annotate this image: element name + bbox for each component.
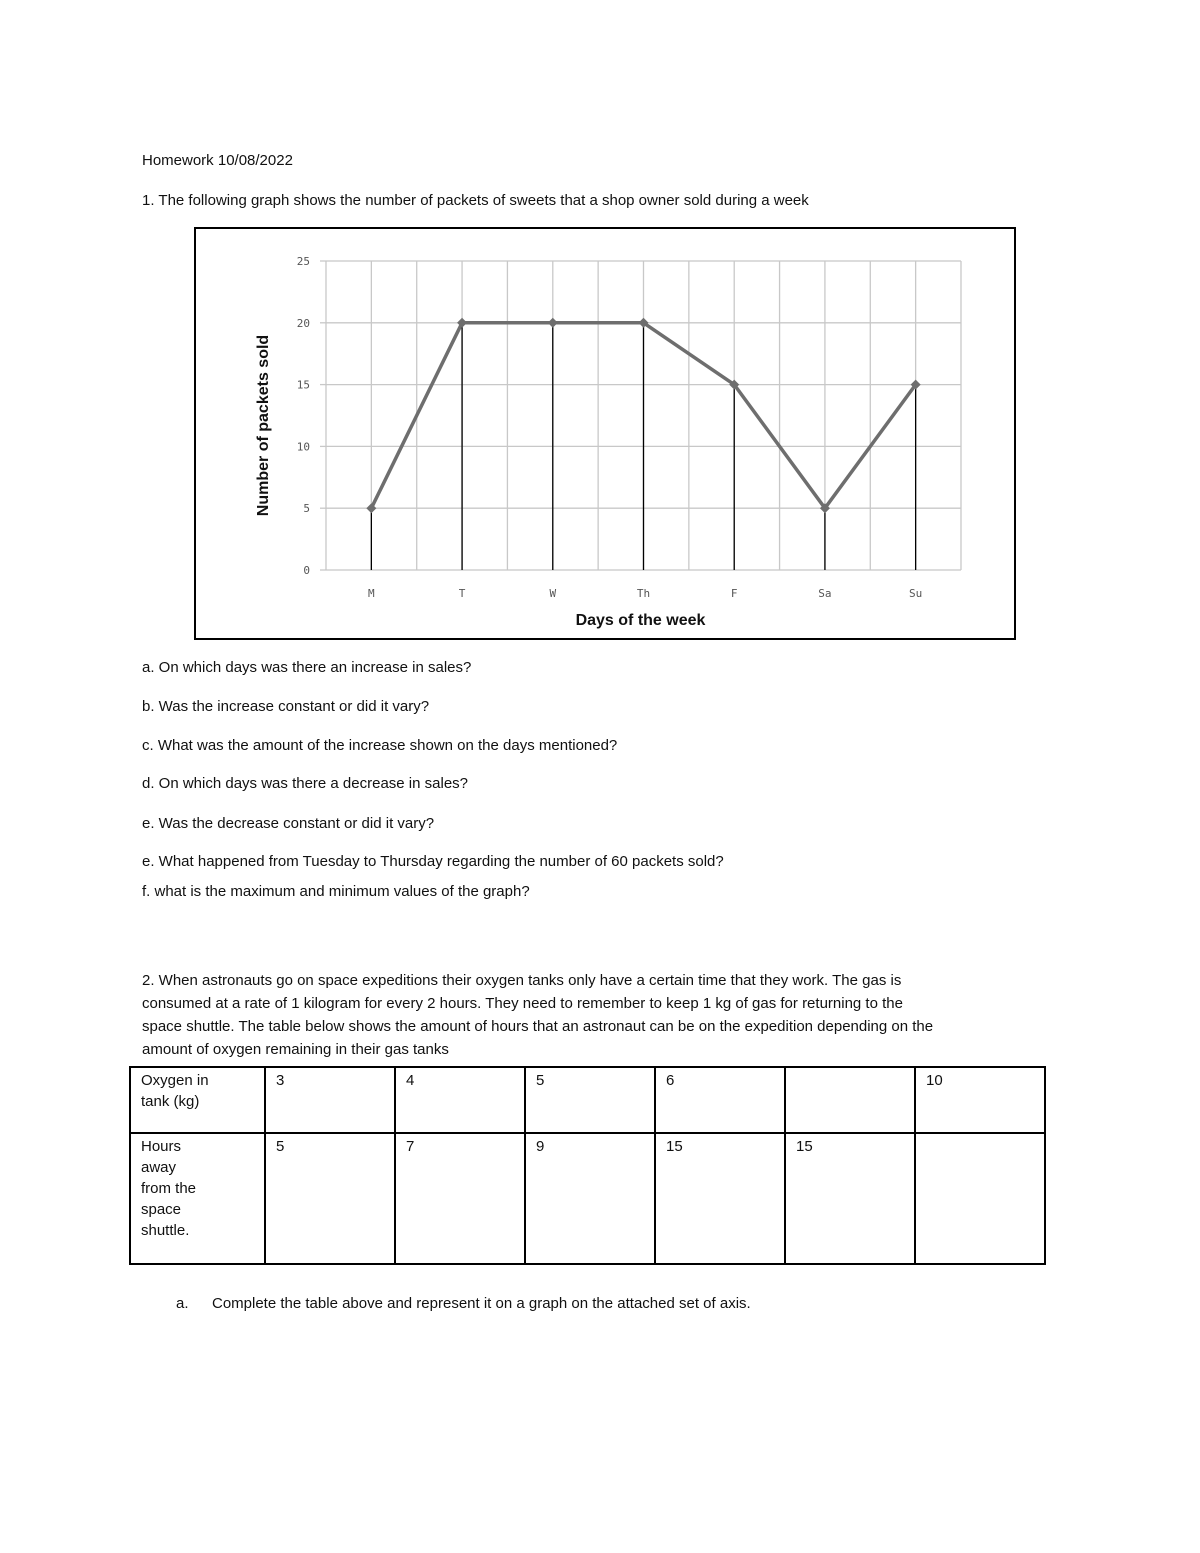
table-cell: 10 [915, 1067, 1045, 1133]
line-chart [194, 227, 1016, 640]
question-2a-number: a. [176, 1295, 189, 1312]
data-point-marker [548, 318, 558, 328]
y-tick-label: 25 [296, 255, 310, 268]
chart-svg [196, 229, 1014, 638]
table-cell: 15 [655, 1133, 785, 1264]
table-cell [915, 1133, 1045, 1264]
table-row-oxygen [130, 1067, 1045, 1133]
row-label-hours: Hours away from the space shuttle. [141, 1138, 197, 1239]
question-2a-text: Complete the table above and represent it on a graph on the attached set of axis. [212, 1295, 751, 1312]
table-cell: 6 [655, 1067, 785, 1133]
table-header-cell [130, 1067, 265, 1133]
y-tick-label: 0 [303, 564, 310, 577]
y-tick-label: 15 [296, 378, 310, 392]
question-1b: b. Was the increase constant or did it vary? [142, 698, 430, 715]
x-tick-label: W [549, 587, 557, 600]
oxygen-table [129, 1066, 1046, 1265]
question-2-line-3: space shuttle. The table below shows the amount of hours that an astronaut can be on the expedition depending on the [142, 1018, 934, 1035]
y-tick-label: 20 [296, 316, 310, 330]
table-cell: 3 [265, 1067, 395, 1133]
x-tick-label: F [730, 587, 738, 600]
y-tick-label: 10 [296, 440, 310, 454]
table-cell: 5 [525, 1067, 655, 1133]
x-tick-label: Sa [818, 587, 832, 600]
row-label-oxygen: Oxygen in tank (kg) [141, 1072, 209, 1110]
question-1f: f. what is the maximum and minimum values of the graph? [142, 883, 530, 900]
table-cell [785, 1067, 915, 1133]
question-1e-second: e. What happened from Tuesday to Thursday regarding the number of 60 packets sold? [142, 853, 724, 870]
y-tick-label: 5 [303, 502, 310, 516]
x-tick-label: M [368, 587, 375, 600]
y-axis-title: Number of packets sold [255, 334, 272, 517]
table-cell: 9 [525, 1133, 655, 1264]
question-1c: c. What was the amount of the increase shown on the days mentioned? [142, 737, 618, 754]
table-row-hours [130, 1133, 1045, 1264]
question-2-line-4: amount of oxygen remaining in their gas tanks [142, 1041, 449, 1058]
question-2-line-2: consumed at a rate of 1 kilogram for every 2 hours. They need to remember to keep 1 kg of gas for returning to the [142, 995, 903, 1012]
table-header-cell [130, 1133, 265, 1264]
page-title: Homework 10/08/2022 [142, 152, 293, 169]
table-cell: 15 [785, 1133, 915, 1264]
question-1-prompt: 1. The following graph shows the number of packets of sweets that a shop owner sold during a week [142, 192, 809, 209]
question-2-paragraph [142, 969, 1022, 1061]
question-2-line-1: 2. When astronauts go on space expeditions their oxygen tanks only have a certain time that they work. The gas is [142, 972, 902, 989]
x-tick-label: Th [636, 587, 651, 600]
table-cell: 4 [395, 1067, 525, 1133]
question-2a [176, 1295, 751, 1313]
question-1a: a. On which days was there an increase in sales? [142, 659, 472, 676]
table-cell: 7 [395, 1133, 525, 1264]
x-tick-label: Su [909, 587, 923, 600]
question-1d: d. On which days was there a decrease in sales? [142, 775, 469, 792]
question-1e: e. Was the decrease constant or did it vary? [142, 815, 435, 832]
x-tick-label: T [458, 587, 466, 600]
x-axis-title: Days of the week [575, 612, 706, 629]
table-cell: 5 [265, 1133, 395, 1264]
